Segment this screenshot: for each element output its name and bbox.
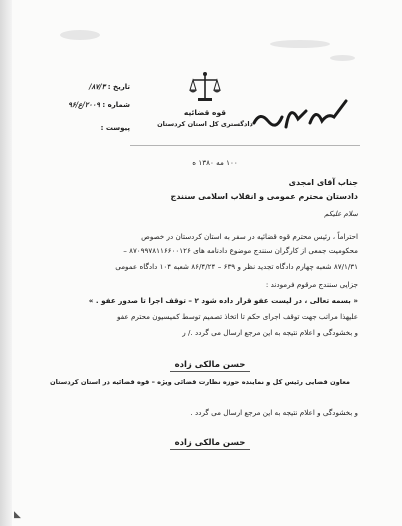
salutation: سلام علیکم	[324, 210, 358, 218]
cc-line: و بخشودگی و اعلام نتیجه به این مرجع ارسال می گردد .	[190, 408, 358, 417]
attachment-row: پیوست :	[100, 124, 130, 132]
subject-line: ۱۰۰ مه ۱۳۸۰ ه	[192, 158, 238, 167]
body-line-6: علیهذا مراتب جهت توقف اجرای حکم تا اتخاذ تصمیم توسط کمیسیون محترم عفو	[117, 312, 358, 321]
signature-1-name: حسن مالکی زاده	[174, 360, 246, 370]
number-value: ۲۰۰۹/ع/۹۶	[68, 100, 100, 109]
body-line-3: ۸۷/۱/۳۱ شعبه چهارم دادگاه تجدید نظر و ۶۳۹ – ۸۶/۴/۲۴ شعبه ۱۰۴ دادگاه عمومی	[115, 262, 358, 271]
number-row: شماره : ۲۰۰۹/ع/۹۶	[68, 100, 130, 109]
scan-speck	[330, 55, 355, 61]
scan-speck	[60, 30, 100, 40]
attachment-label: پیوست	[105, 124, 130, 132]
judiciary-emblem-icon	[188, 70, 222, 106]
org-name: قوه قضائیه	[183, 108, 227, 117]
handwritten-reference-mark	[250, 93, 350, 138]
date-row: تاریخ : ۸۷/۳/	[88, 82, 130, 91]
body-line-1: احتراماً ، رئیس محترم قوه قضائیه در سفر به استان کردستان در خصوص	[141, 232, 358, 241]
body-line-2: محکومیت جمعی از کارگران سنندج موضوع دادنامه های ۸۷۰۹۹۷۸۱۱۶۶۰۰۱۲۶ –	[123, 246, 358, 255]
signature-2-underline	[170, 449, 250, 450]
body-line-4: جزایی سنندج مرقوم فرمودند :	[265, 280, 358, 289]
signature-1-underline	[170, 371, 250, 372]
body-line-7: و بخشودگی و اعلام نتیجه به این مرجع ارسال می گردد ./ ر	[182, 328, 358, 337]
org-subtitle: دادگستری کل استان کردستان	[157, 120, 253, 128]
number-label: شماره	[107, 101, 130, 109]
date-label: تاریخ	[113, 83, 130, 91]
signature-1-title: معاون قضایی رئیس کل و نماینده حوزه نظارت قضائی ویژه – قوه قضائیه در استان کردستان	[49, 378, 350, 386]
scan-speck	[270, 40, 330, 48]
date-value: ۸۷/۳/	[88, 82, 106, 91]
scan-edge-shadow	[0, 0, 12, 526]
signature-2-name: حسن مالکی زاده	[174, 438, 246, 448]
page-corner-fold-icon: ◣	[14, 510, 21, 520]
header-divider	[130, 145, 360, 146]
addressee-name: جناب آقای امجدی	[288, 178, 358, 187]
addressee-title: دادستان محترم عمومی و انقلاب اسلامی سنندج	[170, 192, 358, 201]
body-line-5: « بسمه تعالی ، در لیست عفو قرار داده شود ۲ – توقف اجرا تا صدور عفو . »	[88, 296, 358, 305]
